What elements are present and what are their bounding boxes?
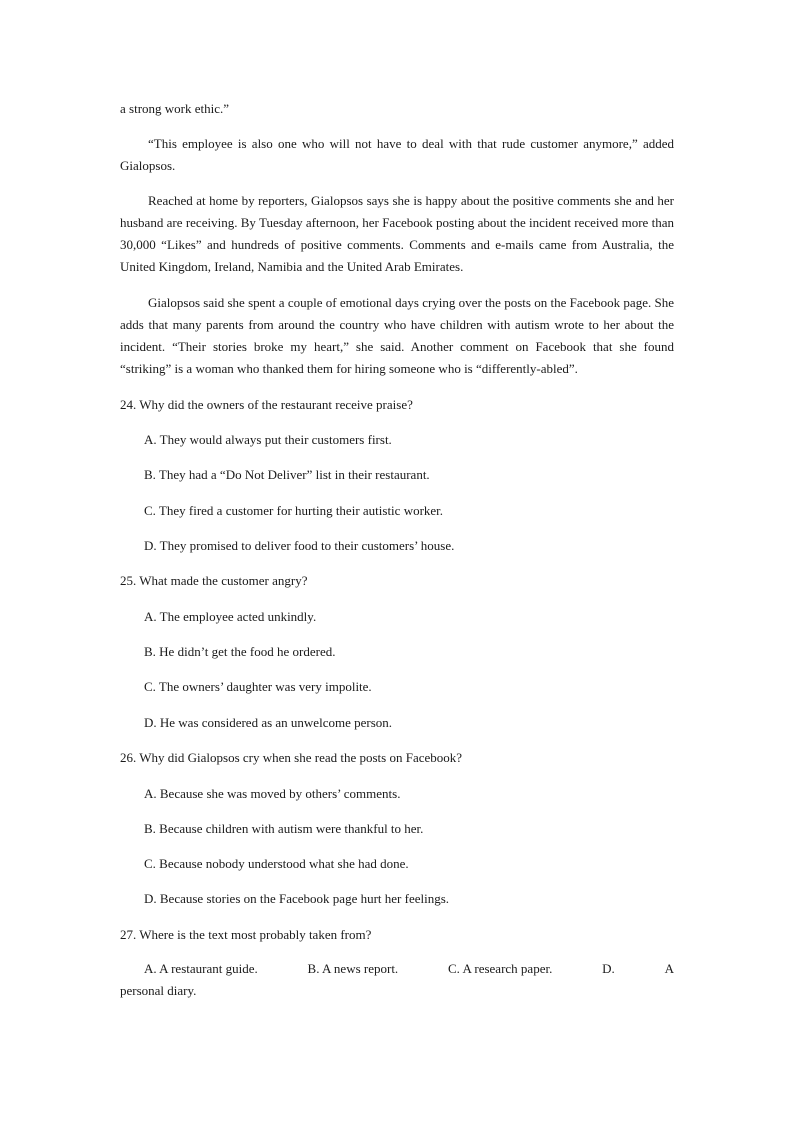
question-27-option-d-start: A [664, 961, 674, 976]
question-26-option-c: C. Because nobody understood what she had done. [144, 856, 409, 871]
question-25-option-d: D. He was considered as an unwelcome person. [144, 715, 393, 730]
question-27-option-c: C. A research paper. [448, 961, 553, 976]
question-24-option-a: A. They would always put their customers first. [144, 432, 392, 447]
passage-paragraph-1: “This employee is also one who will not have to deal with that rude customer anymore,” added Gialopsos. [120, 136, 674, 173]
question-27-option-a: A. A restaurant guide. [144, 961, 258, 976]
passage-paragraph-2: Reached at home by reporters, Gialopsos says she is happy about the positive comments she and her husband are receiving. By Tuesday afternoon, her Facebook posting about the incident received more than 30,000 “Likes” and hundreds of positive comments. Comments and e-mails came from Australia, the United Kingdom, Ireland, Namibia and the United Arab Emirates. [120, 193, 674, 274]
question-25-stem: 25. What made the customer angry? [120, 573, 308, 588]
question-26-stem: 26. Why did Gialopsos cry when she read the posts on Facebook? [120, 750, 463, 765]
question-24-stem: 24. Why did the owners of the restaurant receive praise? [120, 397, 413, 412]
question-26-option-b: B. Because children with autism were thankful to her. [144, 821, 424, 836]
question-27-option-d-letter: D. [602, 961, 615, 976]
question-26-option-a: A. Because she was moved by others’ comments. [144, 786, 401, 801]
question-25-option-b: B. He didn’t get the food he ordered. [144, 644, 336, 659]
question-25-option-c: C. The owners’ daughter was very impolite. [144, 679, 372, 694]
question-24-option-d: D. They promised to deliver food to their customers’ house. [144, 538, 455, 553]
question-27-stem: 27. Where is the text most probably taken from? [120, 927, 372, 942]
question-27-option-d-overflow: personal diary. [120, 983, 197, 998]
passage-line-end: a strong work ethic.” [120, 101, 230, 116]
question-24-option-c: C. They fired a customer for hurting their autistic worker. [144, 503, 444, 518]
question-24-option-b: B. They had a “Do Not Deliver” list in their restaurant. [144, 467, 430, 482]
passage-paragraph-3: Gialopsos said she spent a couple of emotional days crying over the posts on the Facebook page. She adds that many parents from around the country who have children with autism wrote to her about the incident. “Their stories broke my heart,” she said. Another comment on Facebook that she found “striking” is a woman who thanked them for hiring someone who is “differently-abled”. [120, 295, 674, 376]
question-25-option-a: A. The employee acted unkindly. [144, 609, 317, 624]
question-27-option-b: B. A news report. [307, 961, 399, 976]
question-27-options [120, 958, 674, 1002]
question-26-option-d: D. Because stories on the Facebook page hurt her feelings. [144, 891, 450, 906]
